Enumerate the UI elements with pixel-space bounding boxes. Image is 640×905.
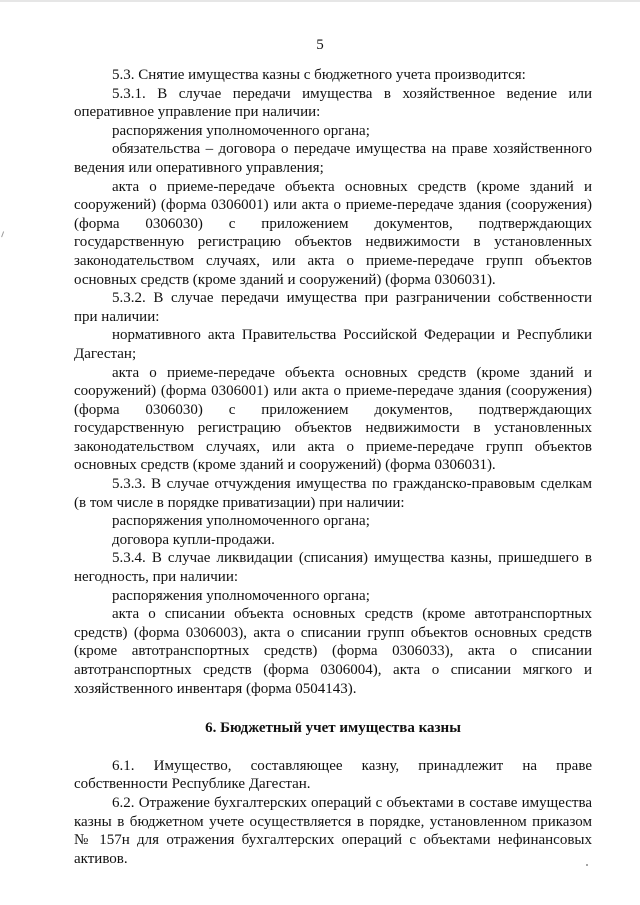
page-number: 5 bbox=[316, 37, 324, 53]
paragraph: акта о приеме-передаче объекта основных средств (кроме зданий и сооружений) (форма 0306001) или акта о приеме-передаче здания (сооружения) (форма 0306030) с приложением документов, подтверждающих государственную регистрацию объектов недвижимости в установленных законодательством случаях, или акта о приеме-передаче групп объектов основных средств (кроме зданий и сооружений) (форма 0306031). bbox=[74, 364, 592, 474]
document-body bbox=[74, 66, 592, 868]
paragraph: 5.3.4. В случае ликвидации (списания) имущества казны, пришедшего в негодность, при наличии: bbox=[74, 550, 592, 586]
paragraph: 6.2. Отражение бухгалтерских операций с объектами в составе имущества казны в бюджетном учете осуществляется в порядке, установленном приказом № 157н для отражения бухгалтерских операций с объектами нефинансовых активов. bbox=[74, 794, 592, 867]
scan-top-edge bbox=[0, 0, 640, 2]
paragraph: распоряжения уполномоченного органа; bbox=[112, 587, 370, 604]
paragraph: распоряжения уполномоченного органа; bbox=[112, 513, 370, 530]
paragraph: акта о списании объекта основных средств (кроме автотранспортных средств) (форма 0306003), акта о списании групп объектов основных средств (кроме автотранспортных средств) (форма 0306033), акта о списании автотранспортных средств (форма 0306004), акта о списании мягкого и хозяйственного инвентаря (форма 0504143). bbox=[74, 606, 592, 697]
scan-speck bbox=[586, 864, 588, 866]
paragraph: распоряжения уполномоченного органа; bbox=[112, 122, 370, 139]
paragraph: обязательства – договора о передаче имущества на праве хозяйственного ведения или оперативного управления; bbox=[74, 141, 592, 176]
scan-margin-mark bbox=[1, 231, 8, 238]
paragraph: акта о приеме-передаче объекта основных средств (кроме зданий и сооружений) (форма 0306001) или акта о приеме-передаче здания (сооружения) (форма 0306030) с приложением документов, подтверждающих государственную регистрацию объектов недвижимости в установленных законодательством случаях, или акта о приеме-передаче групп объектов основных средств (кроме зданий и сооружений) (форма 0306031). bbox=[74, 178, 592, 288]
paragraph: 5.3. Снятие имущества казны с бюджетного учета производится: bbox=[112, 67, 526, 83]
paragraph: 6.1. Имущество, составляющее казну, принадлежит на праве собственности Республике Дагестан. bbox=[74, 757, 592, 793]
paragraph: 5.3.1. В случае передачи имущества в хозяйственное ведение или оперативное управление при наличии: bbox=[74, 85, 592, 121]
paragraph: 5.3.3. В случае отчуждения имущества по гражданско-правовым сделкам (в том числе в порядке приватизации) при наличии: bbox=[74, 476, 592, 511]
paragraph: 5.3.2. В случае передачи имущества при разграничении собственности при наличии: bbox=[74, 290, 592, 325]
paragraph: договора купли-продажи. bbox=[112, 531, 275, 548]
section-heading: 6. Бюджетный учет имущества казны bbox=[205, 720, 461, 737]
paragraph: нормативного акта Правительства Российской Федерации и Республики Дагестан; bbox=[74, 327, 592, 362]
